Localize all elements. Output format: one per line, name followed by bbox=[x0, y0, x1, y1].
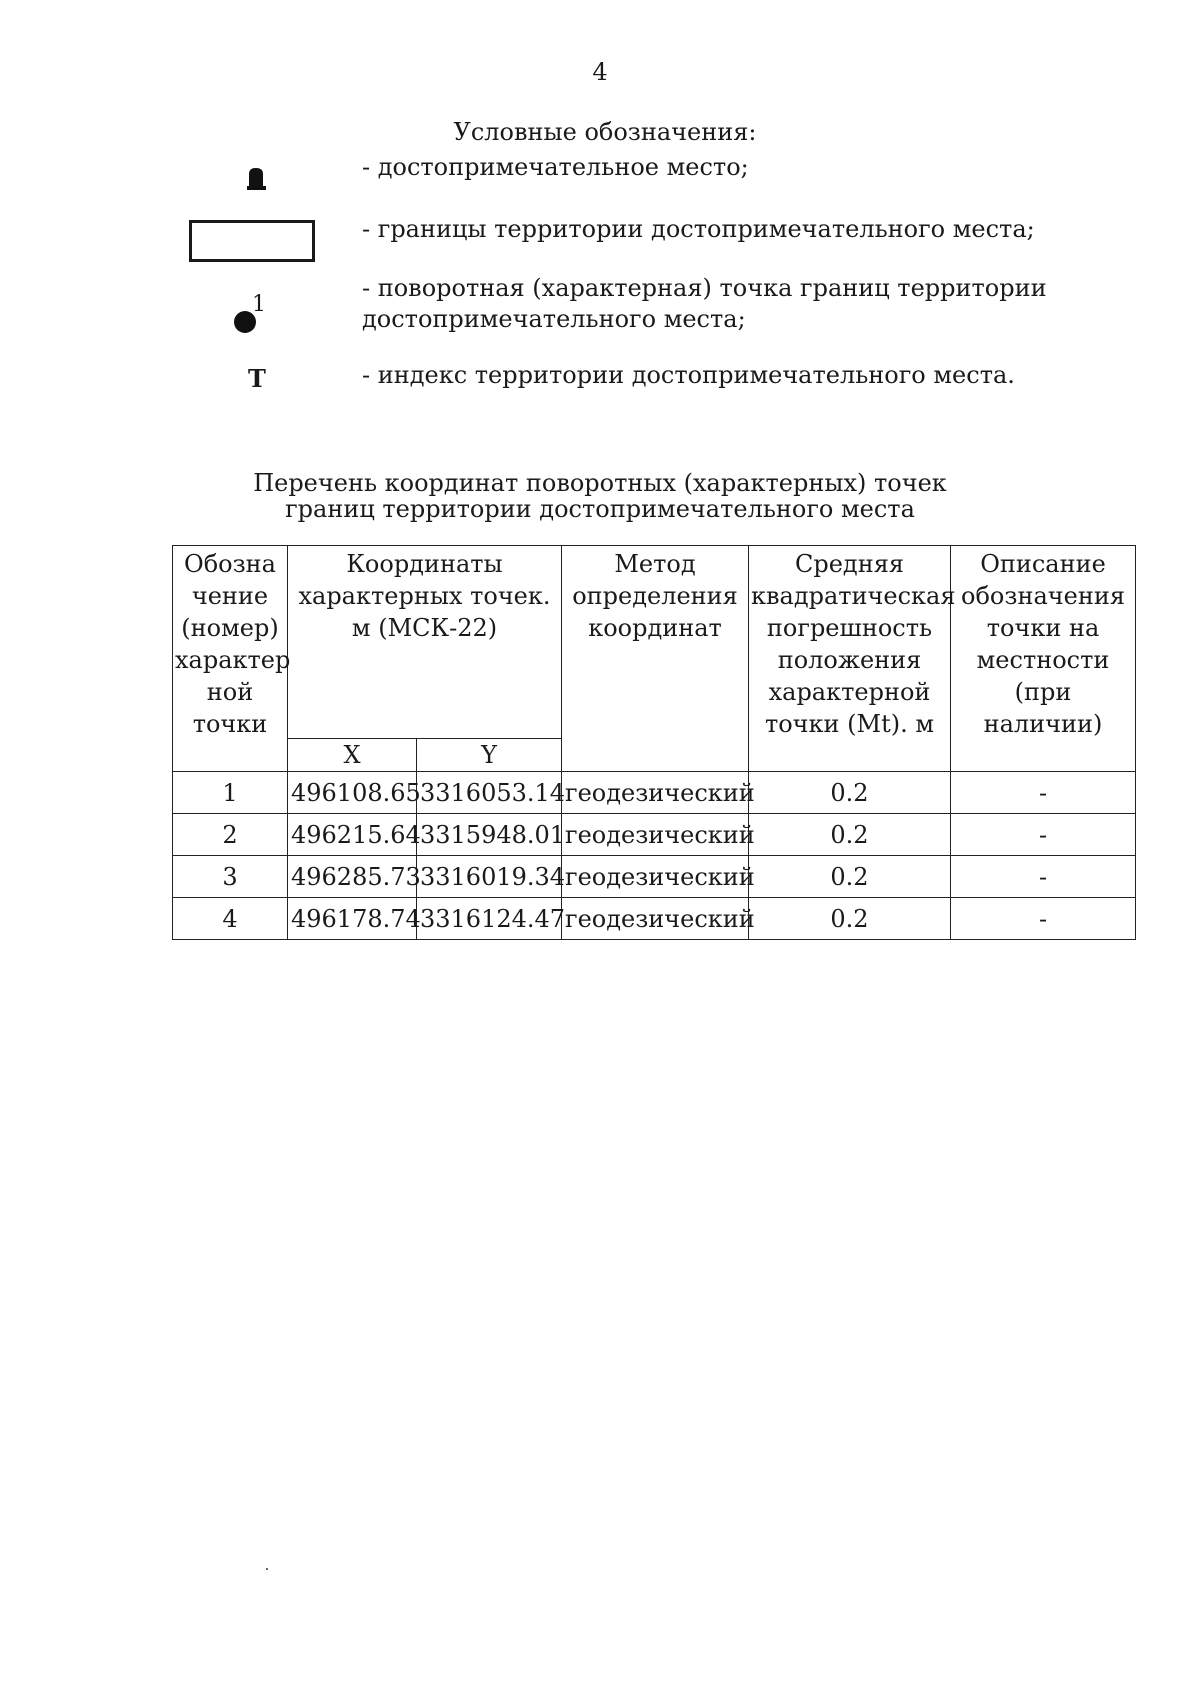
table-row bbox=[173, 856, 1136, 898]
cell-y: 3315948.01 bbox=[417, 814, 562, 856]
header-method: Метод определения координат bbox=[562, 546, 749, 772]
point-number-label: 1 bbox=[252, 292, 266, 317]
cell-description: - bbox=[951, 898, 1136, 940]
table-row bbox=[173, 814, 1136, 856]
cell-description: - bbox=[951, 814, 1136, 856]
cell-description: - bbox=[951, 772, 1136, 814]
coordinates-table bbox=[172, 545, 1136, 940]
cell-method: геодезический bbox=[562, 856, 749, 898]
cell-error: 0.2 bbox=[749, 856, 951, 898]
header-y: Y bbox=[417, 739, 562, 772]
cell-y: 3316124.47 bbox=[417, 898, 562, 940]
cell-y: 3316053.14 bbox=[417, 772, 562, 814]
turning-point-icon bbox=[234, 292, 266, 336]
cell-number: 2 bbox=[173, 814, 288, 856]
table-caption bbox=[0, 470, 1200, 522]
cell-error: 0.2 bbox=[749, 772, 951, 814]
boundary-rectangle-icon bbox=[189, 220, 315, 262]
cell-method: геодезический bbox=[562, 898, 749, 940]
header-designation: Обозна чение (номер) характер ной точки bbox=[173, 546, 288, 772]
header-coordinates: Координаты характерных точек. м (МСК-22) bbox=[288, 546, 562, 739]
legend-title: Условные обозначения: bbox=[453, 118, 757, 146]
cell-number: 4 bbox=[173, 898, 288, 940]
cell-x: 496108.65 bbox=[288, 772, 417, 814]
table-row bbox=[173, 898, 1136, 940]
cell-x: 496178.74 bbox=[288, 898, 417, 940]
table-caption-line2: границ территории достопримечательного места bbox=[285, 495, 915, 523]
legend-item-point-text: - поворотная (характерная) точка границ территории достопримечательного места; bbox=[362, 274, 1047, 333]
monument-icon bbox=[246, 166, 266, 190]
cell-number: 1 bbox=[173, 772, 288, 814]
legend-item-monument-text: - достопримечательное место; bbox=[362, 153, 749, 181]
page-number: 4 bbox=[592, 58, 608, 86]
header-x: X bbox=[288, 739, 417, 772]
table-row bbox=[173, 772, 1136, 814]
cell-description: - bbox=[951, 856, 1136, 898]
legend-item-boundary-text: - границы территории достопримечательного места; bbox=[362, 215, 1035, 243]
cell-error: 0.2 bbox=[749, 814, 951, 856]
legend-item-index-text: - индекс территории достопримечательного места. bbox=[362, 361, 1015, 389]
table-caption-line1: Перечень координат поворотных (характерных) точек bbox=[253, 469, 947, 497]
cell-error: 0.2 bbox=[749, 898, 951, 940]
cell-number: 3 bbox=[173, 856, 288, 898]
header-description: Описание обозначения точки на местности (при наличии) bbox=[951, 546, 1136, 772]
cell-x: 496285.73 bbox=[288, 856, 417, 898]
cell-method: геодезический bbox=[562, 814, 749, 856]
scan-speck bbox=[266, 1568, 268, 1570]
territory-index-symbol: Т bbox=[248, 364, 266, 393]
header-error: Средняя квадратическая погрешность положения характерной точки (Mt). м bbox=[749, 546, 951, 772]
cell-y: 3316019.34 bbox=[417, 856, 562, 898]
cell-method: геодезический bbox=[562, 772, 749, 814]
cell-x: 496215.64 bbox=[288, 814, 417, 856]
